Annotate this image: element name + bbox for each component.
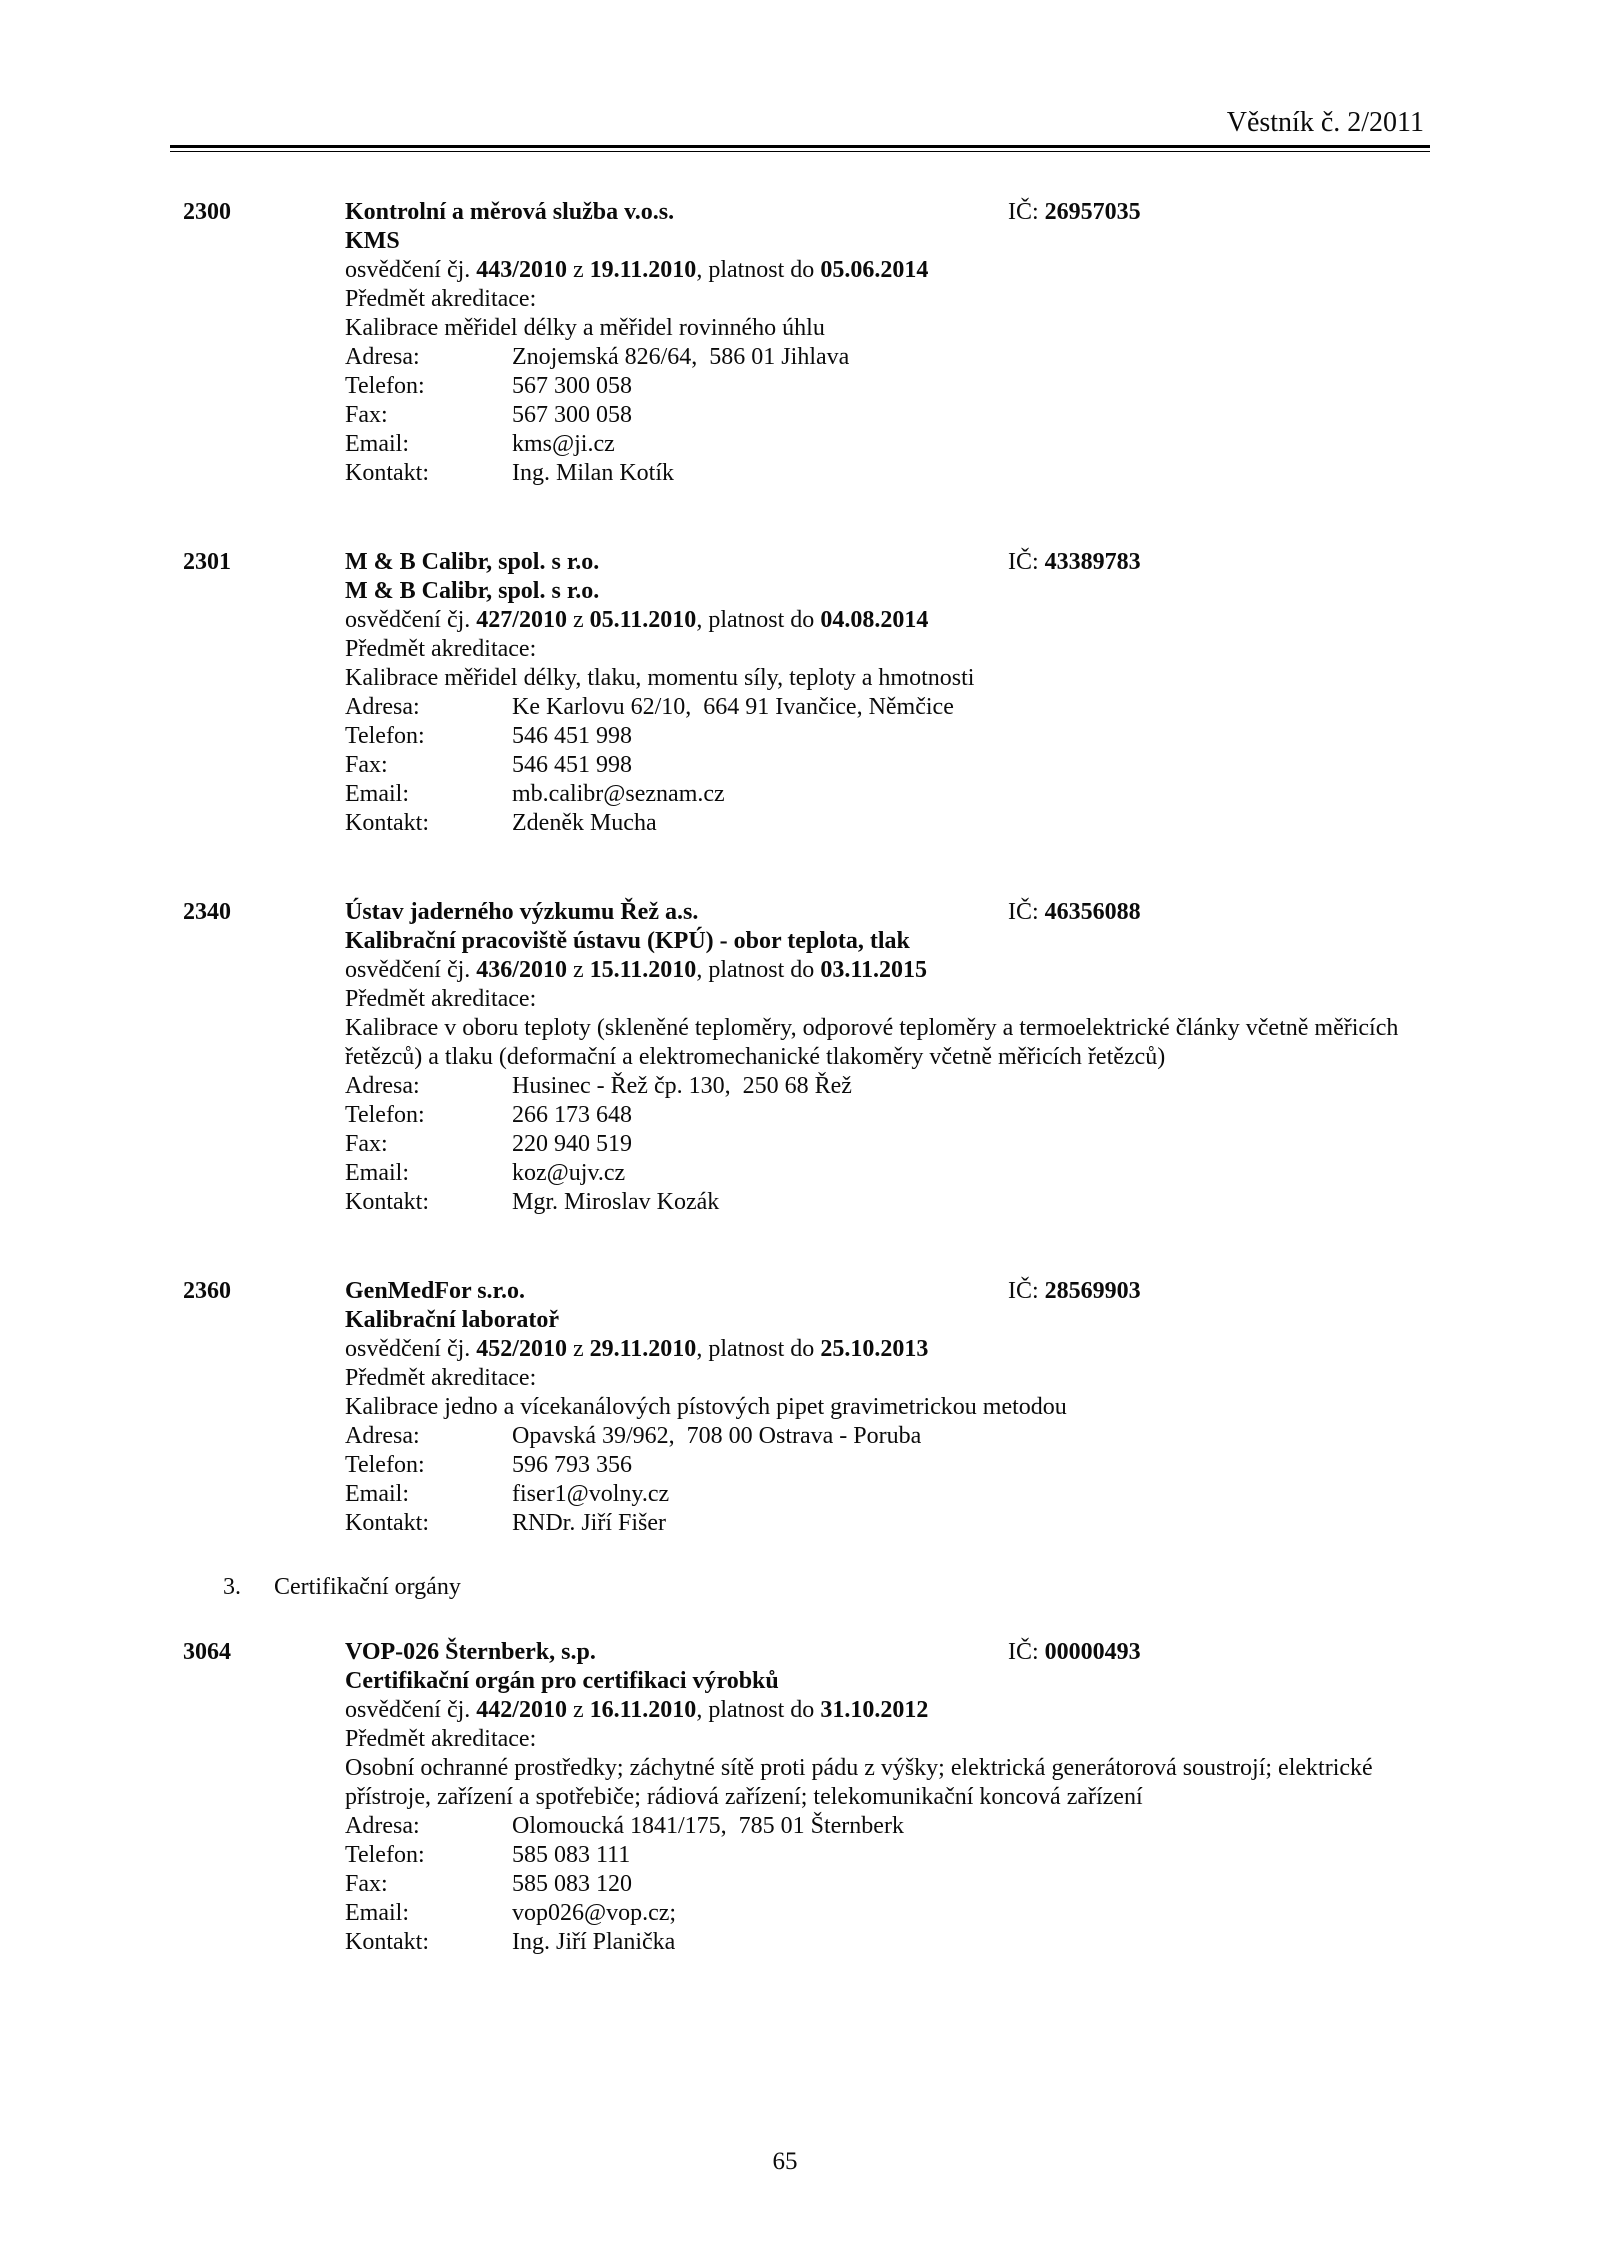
entry-subtitle: Certifikační orgán pro certifikaci výrobků — [345, 1668, 779, 1694]
ic-value: 43389783 — [1044, 549, 1141, 575]
entry-ic — [1008, 548, 1141, 577]
entry-subtitle: Kalibrační laboratoř — [345, 1307, 559, 1333]
contact-label: Kontakt: — [345, 1929, 429, 1955]
ic-value: 26957035 — [1044, 199, 1141, 225]
entry-name: M & B Calibr, spol. s r.o. — [345, 549, 600, 575]
cert-valid-until: 03.11.2015 — [820, 957, 927, 983]
cert-prefix: osvědčení čj. — [345, 1697, 477, 1723]
cert-platnost: , platnost do — [696, 1697, 821, 1723]
entry-ic — [1008, 1277, 1141, 1306]
contact-label: Telefon: — [345, 1102, 425, 1128]
contact-rows — [345, 1812, 1430, 1957]
predmet-label: Předmět akreditace: — [345, 986, 537, 1012]
contact-label: Kontakt: — [345, 1189, 429, 1215]
cert-prefix: osvědčení čj. — [345, 957, 477, 983]
contact-row — [345, 1159, 1430, 1188]
cert-valid-until: 25.10.2013 — [820, 1336, 929, 1362]
cert-z: z — [566, 1697, 590, 1723]
cert-platnost: , platnost do — [696, 607, 821, 633]
contact-label: Email: — [345, 1481, 409, 1507]
contact-label: Fax: — [345, 1871, 388, 1897]
contact-value: Olomoucká 1841/175, 785 01 Šternberk — [512, 1813, 904, 1839]
cert-platnost: , platnost do — [696, 1336, 821, 1362]
accreditation-entry — [183, 1638, 1430, 1957]
cert-number: 442/2010 — [476, 1697, 567, 1723]
contact-row — [345, 1841, 1430, 1870]
ic-label: IČ: — [1008, 1639, 1045, 1665]
cert-number: 452/2010 — [476, 1336, 567, 1362]
entry-ic — [1008, 198, 1141, 227]
contact-label: Telefon: — [345, 1452, 425, 1478]
entry-subtitle: Kalibrační pracoviště ústavu (KPÚ) - obor teplota, tlak — [345, 928, 910, 954]
contact-value: fiser1@volny.cz — [512, 1481, 670, 1507]
header-divider-rule — [170, 145, 1430, 152]
contact-value: Ing. Jiří Planička — [512, 1929, 676, 1955]
contact-row — [345, 1928, 1430, 1957]
contact-label: Email: — [345, 431, 409, 457]
contact-label: Telefon: — [345, 723, 425, 749]
ic-label: IČ: — [1008, 549, 1045, 575]
contact-row — [345, 459, 1430, 488]
contact-value: koz@ujv.cz — [512, 1160, 626, 1186]
cert-date: 16.11.2010 — [589, 1697, 697, 1723]
cert-prefix: osvědčení čj. — [345, 257, 477, 283]
scope-text: Kalibrace měřidel délky, tlaku, momentu síly, teploty a hmotnosti — [345, 665, 975, 691]
contact-row — [345, 1509, 1430, 1538]
cert-date: 29.11.2010 — [589, 1336, 697, 1362]
contact-row — [345, 1101, 1430, 1130]
ic-value: 28569903 — [1044, 1278, 1141, 1304]
accreditation-entry — [183, 1277, 1430, 1538]
contact-label: Kontakt: — [345, 460, 429, 486]
entry-subtitle: M & B Calibr, spol. s r.o. — [345, 578, 600, 604]
section-heading — [223, 1573, 1430, 1602]
contact-value: 220 940 519 — [512, 1131, 632, 1157]
entry-name: Ústav jaderného výzkumu Řež a.s. — [345, 899, 699, 925]
contact-row — [345, 1870, 1430, 1899]
contact-row — [345, 1422, 1430, 1451]
cert-date: 15.11.2010 — [589, 957, 697, 983]
contact-row — [345, 722, 1430, 751]
entry-name: VOP-026 Šternberk, s.p. — [345, 1639, 596, 1665]
contact-rows — [345, 1072, 1430, 1217]
contact-row — [345, 1072, 1430, 1101]
ic-label: IČ: — [1008, 1278, 1045, 1304]
entry-ic — [1008, 1638, 1141, 1667]
ic-label: IČ: — [1008, 899, 1045, 925]
scope-text: Osobní ochranné prostředky; záchytné sítě proti pádu z výšky; elektrická generátorová soustrojí; elektrické přístroje, zařízení a spotřebiče; rádiová zařízení; telekomunikační koncová zařízení — [345, 1755, 1373, 1810]
contact-label: Email: — [345, 1900, 409, 1926]
cert-z: z — [566, 957, 590, 983]
entry-name: Kontrolní a měrová služba v.o.s. — [345, 199, 675, 225]
contact-value: 567 300 058 — [512, 402, 632, 428]
ic-label: IČ: — [1008, 199, 1045, 225]
contact-label: Fax: — [345, 402, 388, 428]
contact-value: 266 173 648 — [512, 1102, 632, 1128]
contact-row — [345, 1451, 1430, 1480]
page-number: 65 — [772, 2148, 798, 2175]
contact-rows — [345, 1422, 1430, 1538]
scope-text: Kalibrace jedno a vícekanálových pístových pipet gravimetrickou metodou — [345, 1394, 1067, 1420]
contact-row — [345, 693, 1430, 722]
contact-label: Email: — [345, 781, 409, 807]
contact-label: Telefon: — [345, 373, 425, 399]
certificate-line — [345, 1335, 1430, 1364]
contact-row — [345, 751, 1430, 780]
contact-row — [345, 780, 1430, 809]
scope-text: Kalibrace v oboru teploty (skleněné teploměry, odporové teploměry a termoelektrické články včetně měřicích řetězců) a tlaku (deformační a elektromechanické tlakoměry včetně měřicích řetězců) — [345, 1015, 1399, 1070]
contact-value: Opavská 39/962, 708 00 Ostrava - Poruba — [512, 1423, 922, 1449]
cert-date: 19.11.2010 — [589, 257, 697, 283]
contact-row — [345, 1812, 1430, 1841]
contact-label: Fax: — [345, 1131, 388, 1157]
entry-number: 2301 — [183, 549, 231, 575]
cert-prefix: osvědčení čj. — [345, 607, 477, 633]
predmet-label: Předmět akreditace: — [345, 1726, 537, 1752]
contact-label: Adresa: — [345, 1423, 420, 1449]
contact-row — [345, 1130, 1430, 1159]
entry-number: 2300 — [183, 199, 231, 225]
cert-valid-until: 04.08.2014 — [820, 607, 929, 633]
contact-label: Telefon: — [345, 1842, 425, 1868]
contact-value: Mgr. Miroslav Kozák — [512, 1189, 720, 1215]
entries-list — [183, 198, 1430, 2017]
contact-row — [345, 430, 1430, 459]
predmet-label: Předmět akreditace: — [345, 1365, 537, 1391]
section-title: Certifikační orgány — [274, 1574, 461, 1600]
contact-label: Adresa: — [345, 694, 420, 720]
contact-row — [345, 1188, 1430, 1217]
cert-valid-until: 31.10.2012 — [820, 1697, 929, 1723]
cert-date: 05.11.2010 — [589, 607, 697, 633]
contact-label: Kontakt: — [345, 1510, 429, 1536]
predmet-label: Předmět akreditace: — [345, 636, 537, 662]
certificate-line — [345, 956, 1430, 985]
contact-value: 585 083 111 — [512, 1842, 631, 1868]
contact-row — [345, 372, 1430, 401]
certificate-line — [345, 256, 1430, 285]
contact-value: 546 451 998 — [512, 752, 632, 778]
contact-value: Znojemská 826/64, 586 01 Jihlava — [512, 344, 850, 370]
contact-value: 546 451 998 — [512, 723, 632, 749]
contact-label: Fax: — [345, 752, 388, 778]
page-header-issue: Věstník č. 2/2011 — [1226, 107, 1424, 138]
cert-number: 436/2010 — [476, 957, 567, 983]
cert-platnost: , platnost do — [696, 957, 821, 983]
cert-valid-until: 05.06.2014 — [820, 257, 929, 283]
contact-label: Kontakt: — [345, 810, 429, 836]
cert-z: z — [566, 1336, 590, 1362]
contact-value: kms@ji.cz — [512, 431, 615, 457]
cert-platnost: , platnost do — [696, 257, 821, 283]
contact-row — [345, 401, 1430, 430]
contact-row — [345, 343, 1430, 372]
contact-label: Adresa: — [345, 344, 420, 370]
contact-row — [345, 1480, 1430, 1509]
contact-value: RNDr. Jiří Fišer — [512, 1510, 667, 1536]
contact-value: Ing. Milan Kotík — [512, 460, 674, 486]
ic-value: 00000493 — [1044, 1639, 1141, 1665]
entry-number: 3064 — [183, 1639, 231, 1665]
cert-z: z — [566, 257, 590, 283]
cert-prefix: osvědčení čj. — [345, 1336, 477, 1362]
cert-number: 427/2010 — [476, 607, 567, 633]
accreditation-entry — [183, 198, 1430, 488]
certificate-line — [345, 606, 1430, 635]
entry-subtitle: KMS — [345, 228, 400, 254]
contact-value: Husinec - Řež čp. 130, 250 68 Řež — [512, 1073, 852, 1099]
contact-label: Adresa: — [345, 1813, 420, 1839]
entry-ic — [1008, 898, 1141, 927]
accreditation-entry — [183, 898, 1430, 1217]
contact-label: Email: — [345, 1160, 409, 1186]
predmet-label: Předmět akreditace: — [345, 286, 537, 312]
contact-row — [345, 809, 1430, 838]
contact-value: Ke Karlovu 62/10, 664 91 Ivančice, Němčice — [512, 694, 954, 720]
entry-number: 2360 — [183, 1278, 231, 1304]
contact-value: mb.calibr@seznam.cz — [512, 781, 725, 807]
contact-value: Zdeněk Mucha — [512, 810, 657, 836]
cert-number: 443/2010 — [476, 257, 567, 283]
contact-value: 585 083 120 — [512, 1871, 632, 1897]
scope-text: Kalibrace měřidel délky a měřidel rovinného úhlu — [345, 315, 825, 341]
contact-value: 567 300 058 — [512, 373, 632, 399]
entry-name: GenMedFor s.r.o. — [345, 1278, 525, 1304]
contact-value: vop026@vop.cz; — [512, 1900, 677, 1926]
accreditation-entry — [183, 548, 1430, 838]
cert-z: z — [566, 607, 590, 633]
entry-number: 2340 — [183, 899, 231, 925]
contact-label: Adresa: — [345, 1073, 420, 1099]
ic-value: 46356088 — [1044, 899, 1141, 925]
certificate-line — [345, 1696, 1430, 1725]
contact-rows — [345, 343, 1430, 488]
contact-row — [345, 1899, 1430, 1928]
section-number: 3. — [223, 1574, 241, 1600]
contact-rows — [345, 693, 1430, 838]
contact-value: 596 793 356 — [512, 1452, 632, 1478]
